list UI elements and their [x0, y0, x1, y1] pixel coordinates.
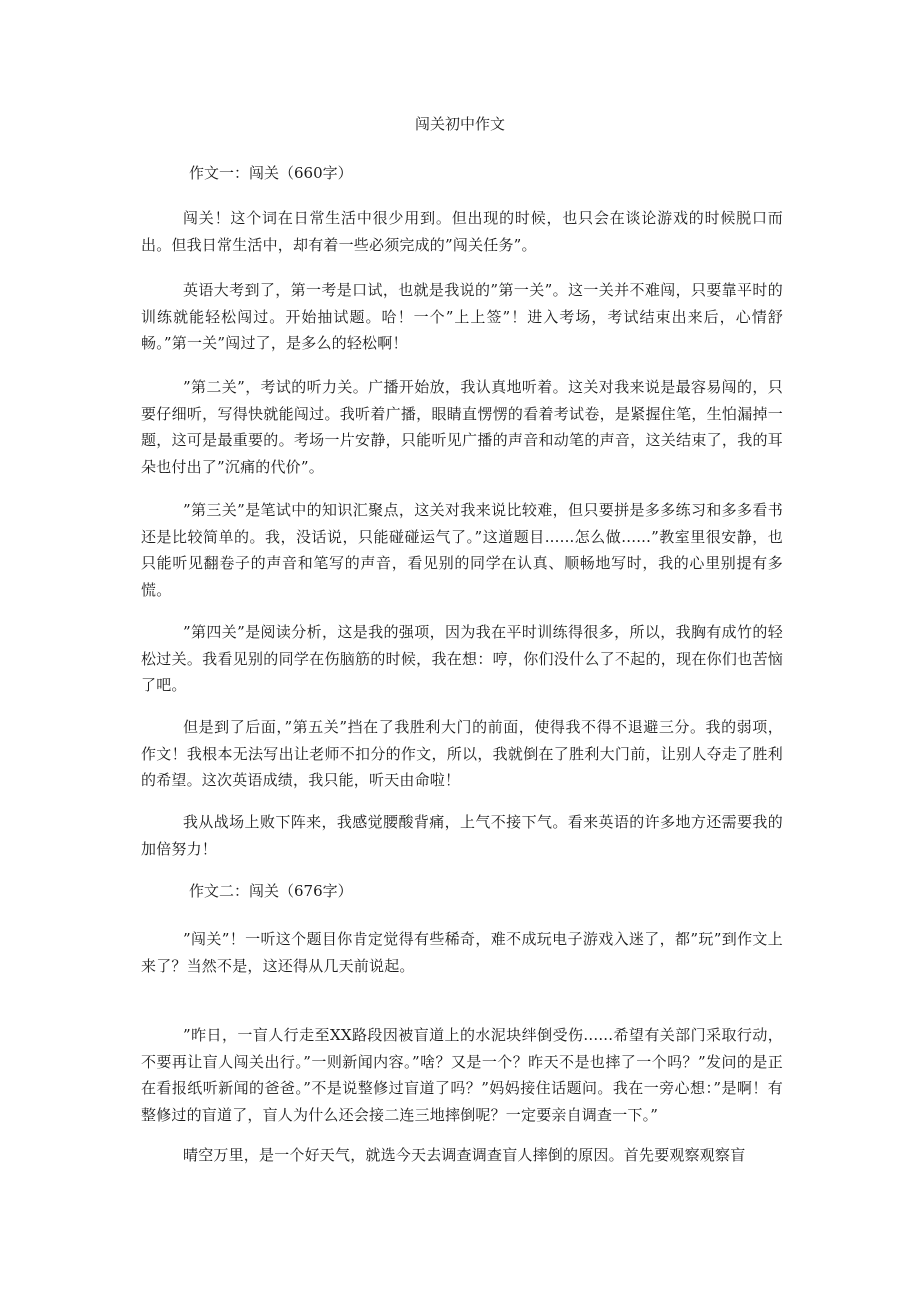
paragraph: 我从战场上败下阵来，我感觉腰酸背痛，上气不接下气。看来英语的许多地方还需要我的加倍努力！	[141, 813, 783, 858]
essay1-heading: 作文一：闯关（660字）	[189, 164, 353, 182]
paragraph: ”第三关”是笔试中的知识汇聚点，这关对我来说比较难，但只要拼是多多练习和多多看书还是比较简单的。我，没话说，只能碰碰运气了。”这道题目......怎么做......”教室里很安静，也只能听见翻卷子的声音和笔写的声音，看见别的同学在认真、顺畅地写时，我的心里别提有多慌。	[141, 501, 783, 599]
paragraph: 但是到了后面，”第五关”挡在了我胜利大门的前面，使得我不得不退避三分。我的弱项，作文！我根本无法写出让老师不扣分的作文，所以，我就倒在了胜利大门前，让别人夺走了胜利的希望。这次英语成绩，我只能，听天由命啦！	[141, 718, 783, 789]
paragraph: ”第四关”是阅读分析，这是我的强项，因为我在平时训练得很多，所以，我胸有成竹的轻松过关。我看见别的同学在伤脑筋的时候，我在想：哼，你们没什么了不起的，现在你们也苦恼了吧。	[141, 623, 783, 694]
document-title: 闯关初中作文	[414, 115, 505, 133]
paragraph: 闯关！这个词在日常生活中很少用到。但出现的时候，也只会在谈论游戏的时候脱口而出。但我日常生活中，却有着一些必须完成的”闯关任务”。	[141, 209, 783, 254]
paragraph: ”昨日，一盲人行走至XX路段因被盲道上的水泥块绊倒受伤......希望有关部门采取行动，不要再让盲人闯关出行。”一则新闻内容。”啥？又是一个？昨天不是也摔了一个吗？”发问的是正在看报纸听新闻的爸爸。”不是说整修过盲道了吗？”妈妈接住话题问。我在一旁心想：”是啊！有整修过的盲道了，盲人为什么还会接二连三地摔倒呢？一定要亲自调查一下。”	[141, 1026, 783, 1124]
paragraph: ”闯关”！一听这个题目你肯定觉得有些稀奇，难不成玩电子游戏入迷了，都”玩”到作文上来了？当然不是，这还得从几天前说起。	[141, 930, 783, 975]
paragraph: 英语大考到了，第一考是口试，也就是我说的”第一关”。这一关并不难闯，只要靠平时的训练就能轻松闯过。开始抽试题。哈！一个”上上签”！进入考场，考试结束出来后，心情舒畅。”第一关”闯过了，是多么的轻松啊！	[141, 281, 783, 352]
paragraph: ”第二关”，考试的听力关。广播开始放，我认真地听着。这关对我来说是最容易闯的，只要仔细听，写得快就能闯过。我听着广播，眼睛直愣愣的看着考试卷，是紧握住笔，生怕漏掉一题，这可是最重要的。考场一片安静，只能听见广播的声音和动笔的声音，这关结束了，我的耳朵也付出了”沉痛的代价”。	[141, 378, 783, 476]
paragraph: 晴空万里，是一个好天气，就选今天去调查调查盲人摔倒的原因。首先要观察观察盲	[183, 1146, 746, 1164]
essay2-heading: 作文二：闯关（676字）	[189, 882, 353, 900]
